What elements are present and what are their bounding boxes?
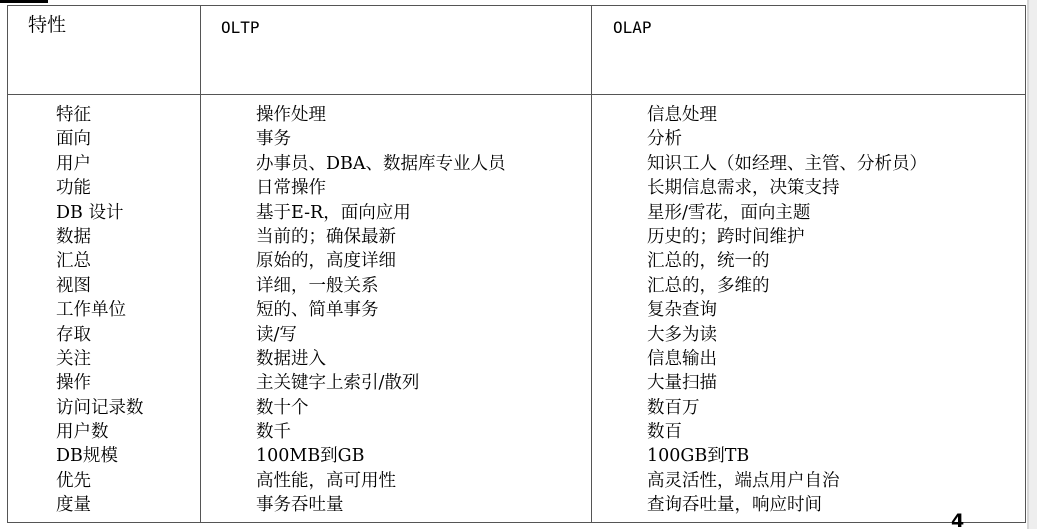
oltp-cell: 数十个 — [256, 397, 309, 418]
header-oltp: OLTP — [221, 18, 260, 37]
feature-cell: 视图 — [56, 275, 91, 296]
top-edge-mark — [0, 0, 48, 3]
feature-cell: 面向 — [56, 129, 91, 150]
oltp-cell: 事务吞吐量 — [256, 495, 344, 516]
olap-cell: 复杂查询 — [647, 300, 717, 321]
olap-cell: 大多为读 — [647, 324, 717, 345]
feature-cell: 汇总 — [56, 251, 91, 272]
oltp-cell: 短的、简单事务 — [256, 300, 379, 321]
feature-cell: 访问记录数 — [56, 397, 144, 418]
oltp-cell: 读/写 — [256, 324, 297, 345]
header-feature: 特性 — [28, 14, 67, 36]
feature-cell: 存取 — [56, 324, 91, 345]
olap-cell: 知识工人（如经理、主管、分析员） — [647, 153, 927, 174]
feature-cell: 操作 — [56, 373, 91, 394]
feature-cell: 优先 — [56, 470, 91, 491]
header-divider — [8, 94, 1025, 95]
scrollbar-track[interactable] — [1029, 0, 1037, 529]
olap-cell: 高灵活性，端点用户自治 — [647, 470, 840, 491]
feature-cell: DB规模 — [56, 446, 118, 467]
oltp-cell: 主关键字上索引/散列 — [256, 373, 420, 394]
oltp-cell: 操作处理 — [256, 105, 326, 125]
oltp-cell: 数据进入 — [256, 348, 326, 369]
feature-column — [56, 103, 144, 518]
oltp-column — [256, 103, 506, 518]
olap-cell: 长期信息需求，决策支持 — [647, 178, 840, 199]
feature-cell: 用户 — [56, 153, 91, 174]
olap-cell: 分析 — [647, 129, 682, 150]
page-number: 4 — [951, 510, 965, 532]
feature-cell: 用户数 — [56, 422, 109, 443]
oltp-cell: 事务 — [256, 129, 291, 150]
olap-cell: 数百 — [647, 422, 682, 443]
oltp-cell: 原始的，高度详细 — [256, 251, 396, 272]
feature-cell: DB 设计 — [56, 202, 124, 223]
olap-column — [647, 103, 927, 518]
olap-cell: 历史的；跨时间维护 — [647, 226, 805, 247]
column-divider — [200, 6, 201, 522]
olap-cell: 汇总的，多维的 — [647, 275, 770, 296]
oltp-cell: 办事员、DBA、数据库专业人员 — [256, 153, 506, 174]
oltp-cell: 基于E-R，面向应用 — [256, 202, 411, 223]
olap-cell: 汇总的，统一的 — [647, 251, 770, 272]
olap-cell: 信息输出 — [647, 348, 717, 369]
olap-cell: 大量扫描 — [647, 373, 717, 394]
feature-cell: 特征 — [56, 105, 91, 125]
oltp-cell: 100MB到GB — [256, 446, 365, 467]
olap-cell: 100GB到TB — [647, 446, 750, 467]
column-divider — [591, 6, 592, 522]
olap-cell: 查询吞吐量，响应时间 — [647, 495, 822, 516]
feature-cell: 关注 — [56, 348, 91, 369]
comparison-table — [7, 5, 1026, 523]
oltp-cell: 详细，一般关系 — [256, 275, 379, 296]
olap-cell: 星形/雪花，面向主题 — [647, 202, 811, 223]
feature-cell: 工作单位 — [56, 300, 126, 321]
olap-cell: 信息处理 — [647, 105, 717, 125]
oltp-cell: 日常操作 — [256, 178, 326, 199]
oltp-cell: 当前的；确保最新 — [256, 226, 396, 247]
feature-cell: 功能 — [56, 178, 91, 199]
olap-cell: 数百万 — [647, 397, 700, 418]
header-olap: OLAP — [613, 18, 652, 37]
oltp-cell: 高性能，高可用性 — [256, 470, 396, 491]
oltp-cell: 数千 — [256, 422, 291, 443]
feature-cell: 度量 — [56, 495, 91, 516]
feature-cell: 数据 — [56, 226, 91, 247]
